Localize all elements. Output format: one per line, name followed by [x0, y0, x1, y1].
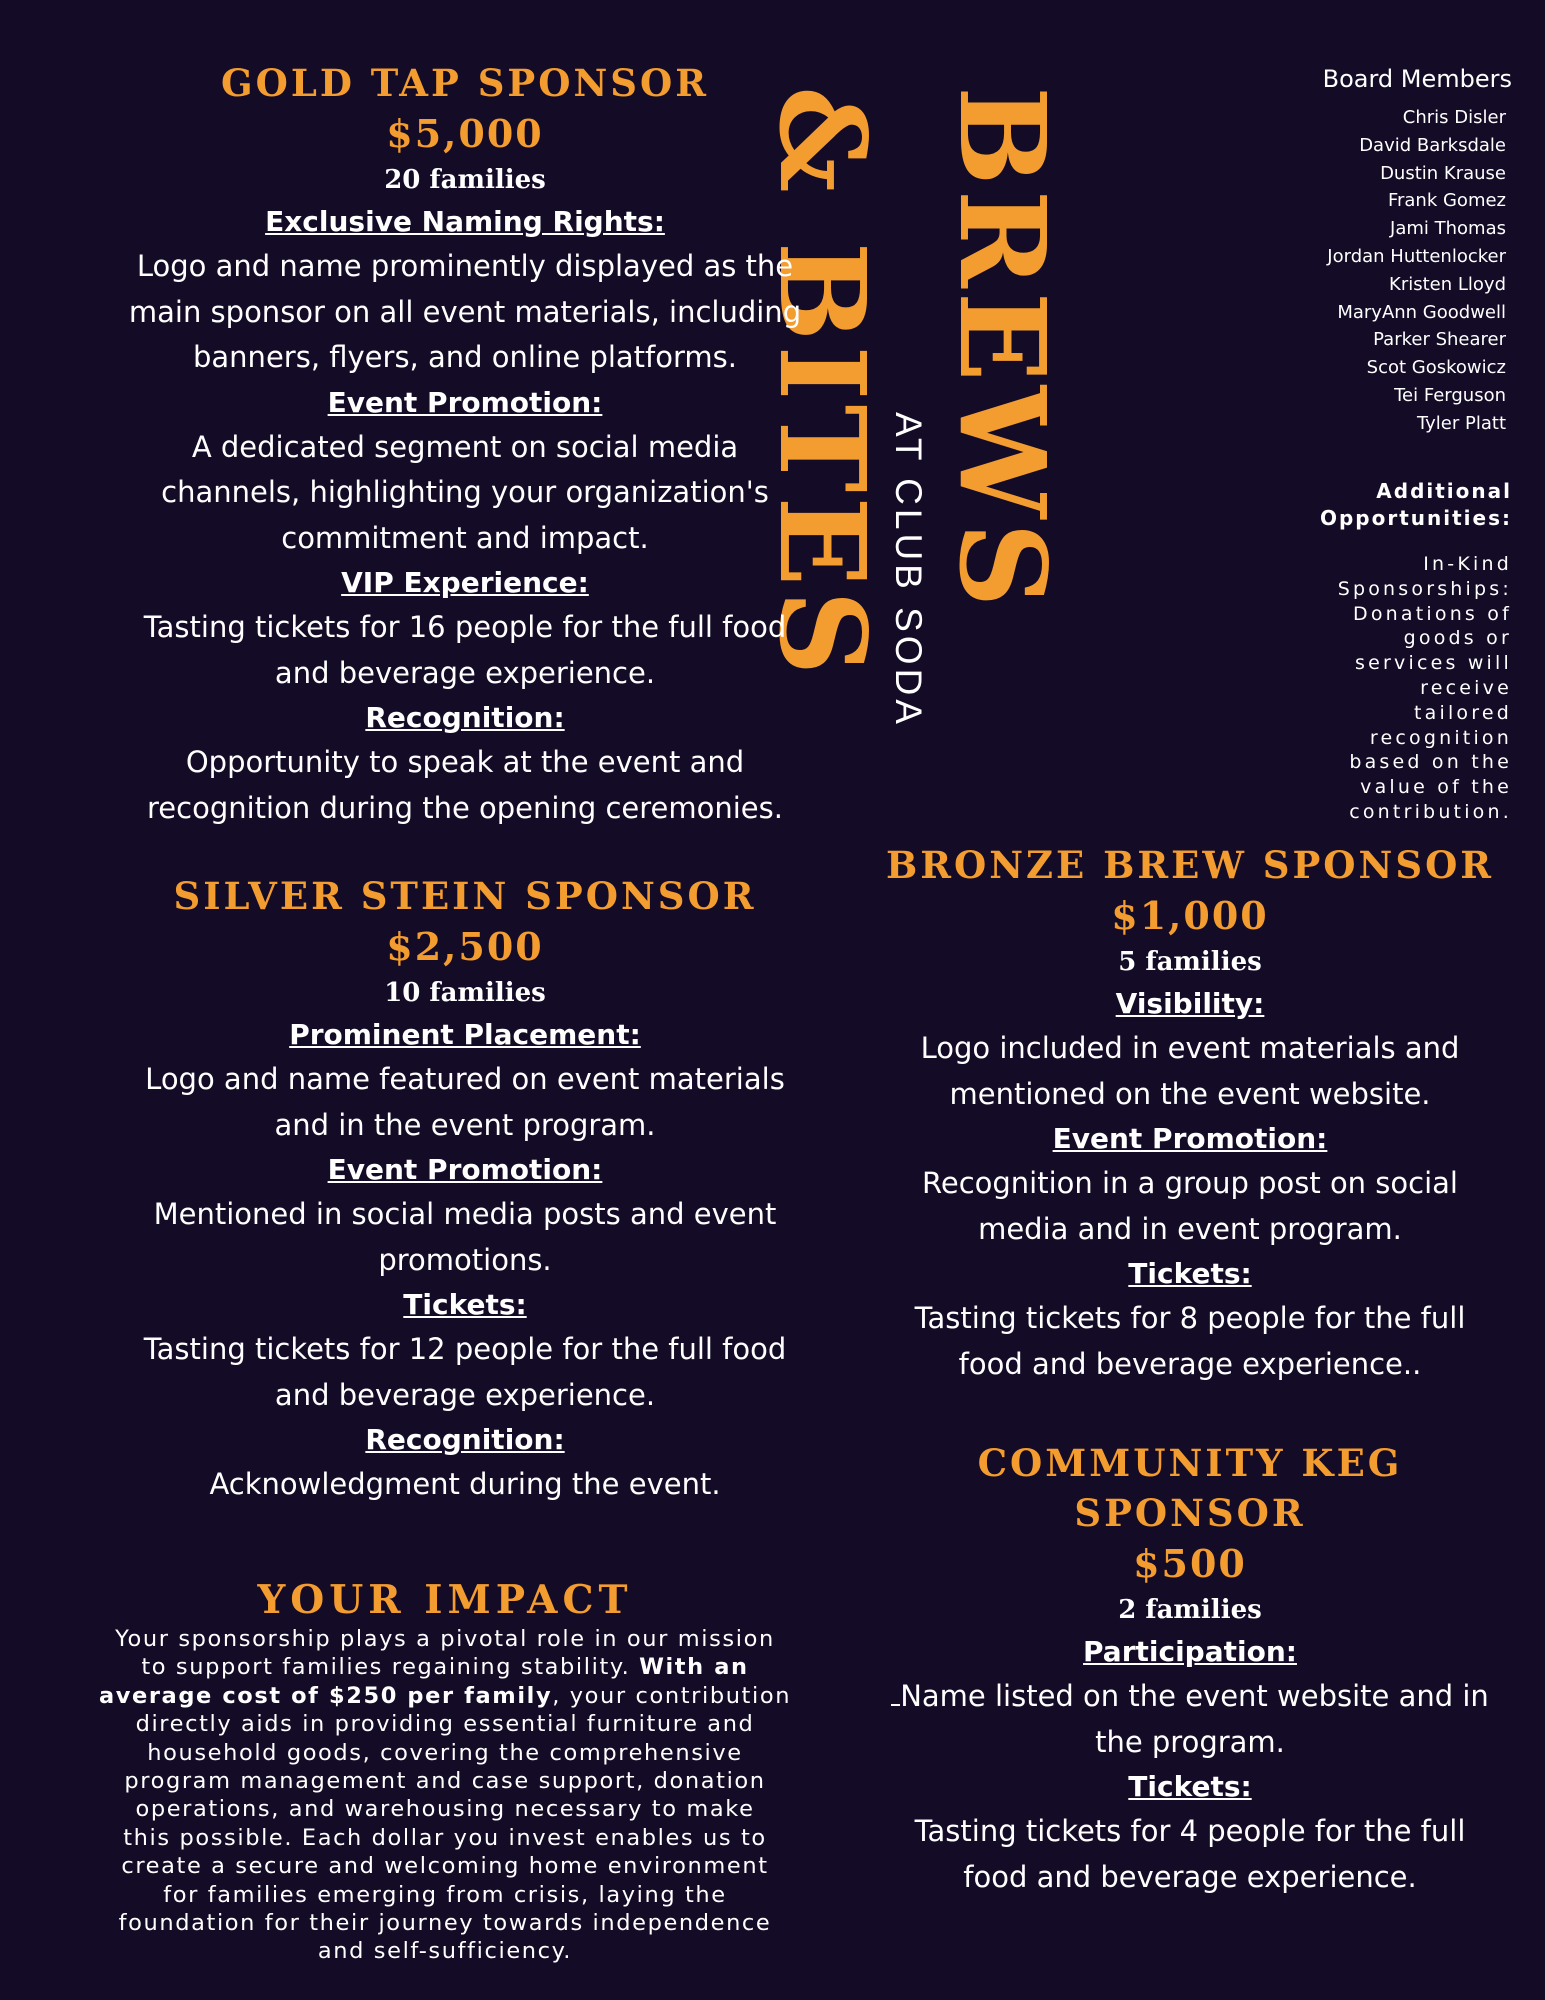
board-member: David Barksdale [1359, 134, 1506, 156]
benefit-heading: VIP Experience: [341, 566, 589, 599]
event-title-line2: & BITES [753, 86, 892, 680]
board-member: Tyler Platt [1416, 412, 1506, 434]
benefit-text: Mentioned in social media posts and event promotions. [153, 1197, 777, 1277]
benefit-text: Tasting tickets for 4 people for the full food and beverage experience. [914, 1814, 1466, 1894]
tier-families: 2 families [1118, 1595, 1262, 1625]
benefit-text: Tasting tickets for 8 people for the full food and beverage experience.. [914, 1301, 1466, 1381]
left-column [95, 58, 835, 1508]
board-member: Parker Shearer [1373, 329, 1506, 351]
benefit-text: Acknowledgment during the event. [209, 1467, 721, 1501]
tier-title: GOLD TAP SPONSOR [220, 61, 710, 105]
benefit-heading: Event Promotion: [327, 385, 603, 419]
benefit-text: Tasting tickets for 12 people for the full food and beverage experience. [143, 1332, 787, 1412]
board-title: Board Members [1322, 65, 1512, 93]
tier-families: 10 families [384, 978, 546, 1008]
community-sponsor-tier [855, 1438, 1525, 1900]
board-member: Tei Ferguson [1394, 384, 1506, 406]
board-member: Scot Goskowicz [1366, 357, 1506, 379]
tier-price: $1,000 [1111, 893, 1269, 938]
benefit-text: A dedicated segment on social media channels, highlighting your organization's commitment and impact. [161, 429, 769, 555]
benefit-text: Opportunity to speak at the event and recognition during the opening ceremonies. [147, 745, 783, 825]
board-list [1252, 104, 1512, 438]
board-member: Chris Disler [1402, 107, 1506, 128]
impact-section [60, 1575, 830, 1966]
tier-families: 20 families [384, 165, 546, 195]
benefit-heading: Recognition: [365, 1423, 565, 1456]
benefit-heading: Exclusive Naming Rights: [265, 205, 665, 238]
underscore-mark [891, 1682, 900, 1706]
board-member: MaryAnn Goodwell [1337, 301, 1506, 323]
tier-title: BRONZE BREW SPONSOR [885, 843, 1495, 887]
benefit-heading: Participation: [1083, 1635, 1297, 1668]
additional-text: In-Kind Sponsorships: Donations of goods or services will receive tailored recognition based on the value of the contribution. [1337, 553, 1512, 823]
benefit-heading: Tickets: [403, 1288, 527, 1321]
benefit-text: Logo and name prominently displayed as the main sponsor on all event materials, including banners, flyers, and online platforms. [128, 249, 802, 374]
benefit-text: Logo included in event materials and mentioned on the event website. [920, 1031, 1460, 1111]
board-member: Frank Gomez [1387, 190, 1506, 212]
impact-title: YOUR IMPACT [257, 1577, 633, 1623]
benefit-text: Tasting tickets for 16 people for the full food and beverage experience. [143, 610, 787, 690]
board-member: Jordan Huttenlocker [1327, 245, 1506, 267]
silver-sponsor-tier [95, 871, 835, 1508]
board-member: Dustin Krause [1380, 162, 1506, 184]
benefit-heading: Tickets: [1128, 1257, 1252, 1290]
event-title-line1: BREWS [933, 86, 1072, 612]
benefit-heading: Visibility: [1115, 987, 1265, 1020]
tier-title: COMMUNITY KEG SPONSOR [977, 1441, 1403, 1535]
benefit-text: Name listed on the event website and in the program. [855, 1674, 1525, 1765]
board-members [1252, 62, 1512, 438]
additional-opportunities [1292, 478, 1512, 825]
tier-title: SILVER STEIN SPONSOR [173, 874, 757, 918]
benefit-text: Logo and name featured on event materials and in the event program. [145, 1062, 785, 1142]
gold-sponsor-tier [95, 58, 835, 831]
event-subtitle: AT CLUB SODA [888, 412, 929, 728]
tier-families: 5 families [1118, 947, 1262, 977]
benefit-heading: Tickets: [1128, 1770, 1252, 1803]
additional-title: Additional Opportunities: [1319, 479, 1512, 530]
benefit-heading: Event Promotion: [327, 1153, 603, 1186]
benefit-heading: Recognition: [365, 701, 565, 734]
bronze-sponsor-tier [855, 840, 1525, 1387]
board-member: Kristen Lloyd [1389, 273, 1506, 295]
tier-price: $2,500 [386, 924, 544, 969]
board-member: Jami Thomas [1390, 218, 1506, 240]
benefit-heading: Prominent Placement: [289, 1018, 641, 1051]
tier-price: $5,000 [386, 111, 544, 156]
benefit-heading: Event Promotion: [1052, 1122, 1328, 1155]
tier-price: $500 [1133, 1541, 1247, 1586]
impact-text: Your sponsorship plays a pivotal role in our mission to support families regaining stability. With an average cost of $250 per family, your contribution directly aids in providing essential furniture and household goods, covering the comprehensive program management and case support, donation operations, and warehousing necessary to make this possible. Each dollar you invest enables us to create a secure and welcoming home environment for families emerging from crisis, laying the foundation for their journey towards independence and self-sufficiency. [98, 1626, 792, 1965]
benefit-text: Recognition in a group post on social media and in event program. [922, 1166, 1458, 1246]
